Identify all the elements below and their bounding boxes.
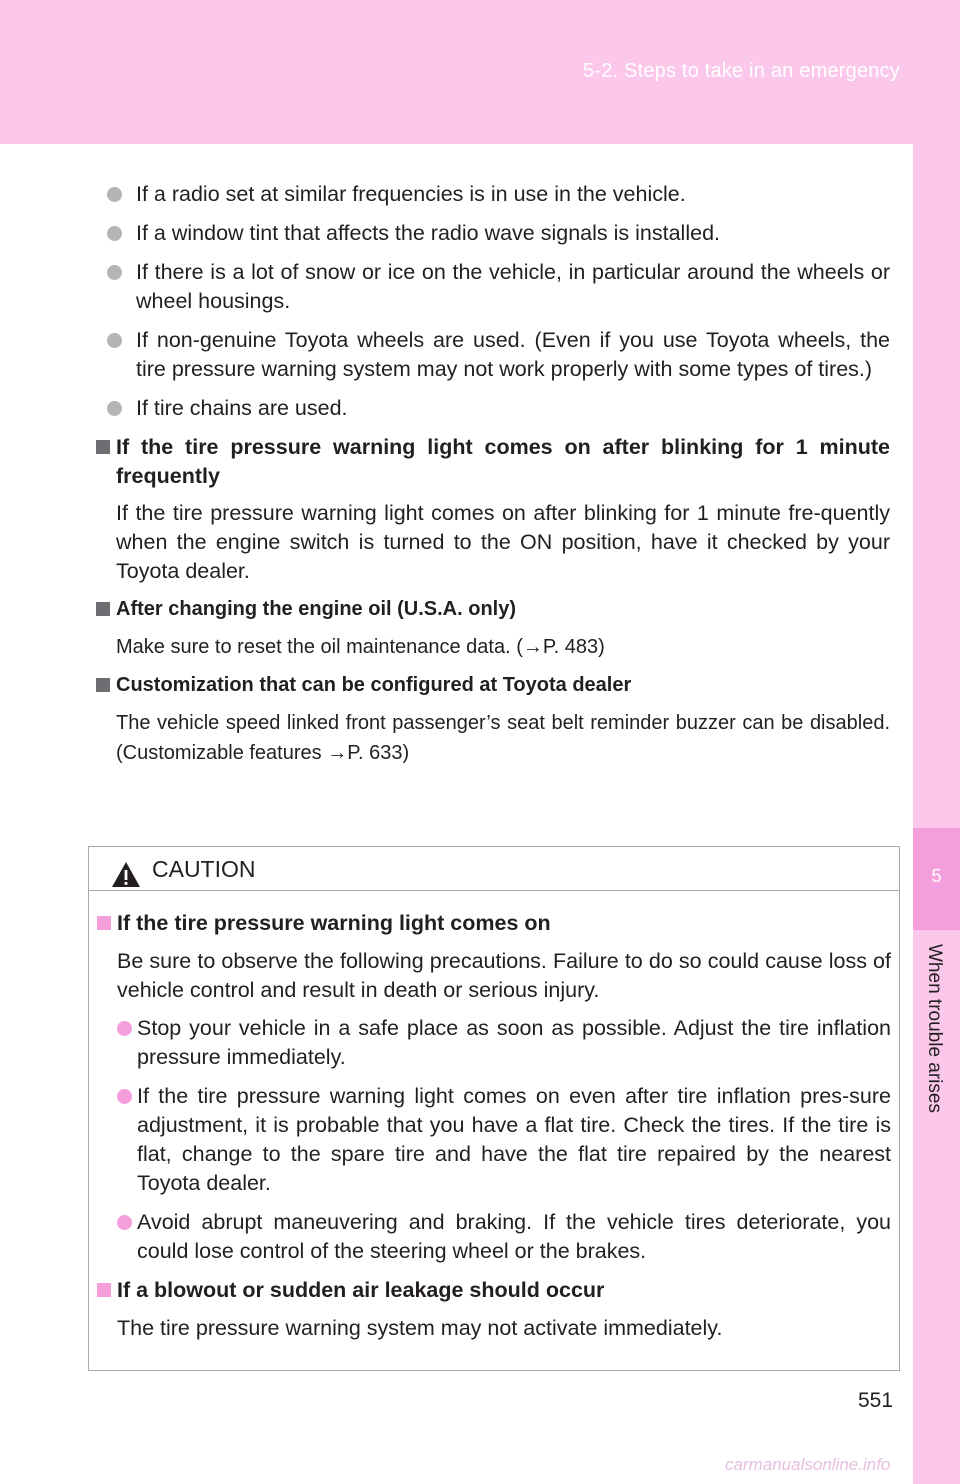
section-text: The vehicle speed linked front passenger’s seat belt reminder buzzer can be disabled. (Customizable features →P. 633) (116, 712, 890, 764)
bullet-icon (107, 226, 122, 241)
square-bullet-icon (96, 440, 110, 454)
section-heading: Customization that can be configured at Toyota dealer (105, 671, 890, 700)
bullet-icon (107, 265, 122, 280)
caution-list-item: Avoid abrupt maneuvering and braking. If the vehicle tires deteriorate, you could lose control of the steering wheel or the brakes. (117, 1208, 891, 1266)
caution-box (88, 846, 900, 1371)
caution-title: CAUTION (152, 856, 256, 882)
warning-triangle-icon (111, 861, 141, 888)
section-text: Make sure to reset the oil maintenance data. (→P. 483) (116, 636, 605, 658)
chapter-number: 5 (931, 866, 942, 886)
caution-list-item: If the tire pressure warning light comes on even after tire inflation pres-sure adjustment, it is probable that you have a flat tire. Check the tires. If the tire is flat, change to the spare tire and have the flat tire repaired by the nearest Toyota dealer. (117, 1082, 891, 1198)
caution-text: The tire pressure warning system may not activate immediately. (117, 1316, 723, 1340)
caution-text: Be sure to observe the following precautions. Failure to do so could cause loss of vehicle control and result in death or serious injury. (117, 949, 891, 1002)
list-item: If a radio set at similar frequencies is in use in the vehicle. (105, 180, 890, 209)
square-bullet-icon (96, 678, 110, 692)
bullet-icon (107, 401, 122, 416)
section-heading: If the tire pressure warning light comes on after blinking for 1 minute frequently (105, 433, 890, 491)
bullet-icon (107, 333, 122, 348)
caution-heading: If a blowout or sudden air leakage should occur (117, 1276, 891, 1305)
watermark: carmanualsonline.info (725, 1455, 891, 1474)
list-item: If non-genuine Toyota wheels are used. (Even if you use Toyota wheels, the tire pressure warning system may not work properly with some types of tires.) (105, 326, 890, 384)
section-text: If the tire pressure warning light comes on after blinking for 1 minute fre-quently when the engine switch is turned to the ON position, have it checked by your Toyota dealer. (116, 501, 890, 583)
list-item: If a window tint that affects the radio wave signals is installed. (105, 219, 890, 248)
side-strip (913, 144, 960, 1484)
square-bullet-icon (97, 916, 111, 930)
bullet-icon (117, 1089, 132, 1104)
caution-header (89, 847, 899, 891)
bullet-icon (117, 1215, 132, 1230)
square-bullet-icon (96, 602, 110, 616)
list-item: If there is a lot of snow or ice on the vehicle, in particular around the wheels or wheel housings. (105, 258, 890, 316)
caution-list-item: Stop your vehicle in a safe place as soon as possible. Adjust the tire inflation pressure immediately. (117, 1014, 891, 1072)
bullet-icon (107, 187, 122, 202)
section-heading: After changing the engine oil (U.S.A. only) (105, 595, 890, 624)
section-title: 5-2. Steps to take in an emergency (583, 60, 900, 82)
square-bullet-icon (97, 1283, 111, 1297)
list-item: If tire chains are used. (105, 394, 890, 423)
chapter-label: When trouble arises (924, 944, 945, 1113)
bullet-icon (117, 1021, 132, 1036)
main-content (105, 180, 890, 777)
caution-body (89, 909, 901, 1352)
caution-heading: If the tire pressure warning light comes on (117, 909, 891, 938)
page-number: 551 (858, 1389, 894, 1412)
